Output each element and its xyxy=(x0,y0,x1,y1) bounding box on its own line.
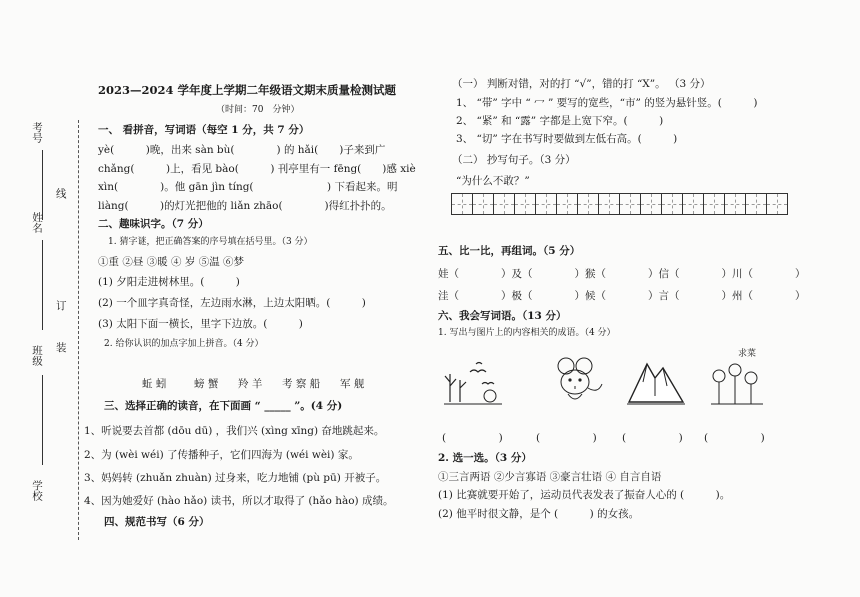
reading-line: 4、因为她爱好 (hào hǎo) 读书，所以才取得了 (hǎo hào) 成绩。 xyxy=(84,495,394,507)
pinyin-line: chǎng( )上，看见 bào( ) 刊亭里有一 fēng( )感 xiè xyxy=(98,163,416,175)
picture-label: 求菜 xyxy=(738,349,757,359)
picture-birds-sky xyxy=(442,352,504,410)
choose-question: 2. 选一选。（3 分） xyxy=(438,452,532,464)
picture-flowers xyxy=(705,352,767,410)
reading-line: 1、听说要去首都 (dōu dū) ，我们兴 (xìng xīng) 奋地跳起来。 xyxy=(84,425,385,437)
riddle-item: (3) 太阳下面一横长，里字下边放。( ) xyxy=(98,318,303,330)
answer-paren[interactable]: ( ) xyxy=(622,432,683,444)
compare-row: 洼（ ）极（ ）候（ ）言（ ）州（ ） xyxy=(438,290,806,302)
grid-cell[interactable] xyxy=(598,193,620,215)
riddle-options: ①重 ②昼 ③暖 ④ 岁 ⑤温 ⑥梦 xyxy=(98,256,245,268)
judge-item: 1、 “带” 字中 “ 冖 ” 要写的宽些，“市” 的竖为悬针竖。( ) xyxy=(456,97,758,109)
section-6-heading: 六、我会写词语。（13 分） xyxy=(438,310,567,322)
exam-title: 2023—2024 学年度上学期二年级语文期末质量检测试题 xyxy=(98,83,397,97)
dotted-word: 螃 蟹 xyxy=(194,378,219,390)
dotted-word: 考 察 船 xyxy=(282,378,321,390)
line-char: 装 xyxy=(56,342,67,354)
judge-item: 3、 “切” 字在书写时要做到左低右高。( ) xyxy=(456,133,678,145)
compare-row: 娃（ ）及（ ）猴（ ）信（ ）川（ ） xyxy=(438,268,806,280)
riddle-item: (2) 一个皿字真奇怪，左边雨水淋，上边太阳晒。( ) xyxy=(98,297,366,309)
number-label: 考号 xyxy=(31,122,43,143)
riddle-question: 1. 猜字谜，把正确答案的序号填在括号里。（3 分） xyxy=(108,237,313,247)
choice-options: ①三言两语 ②少言寡语 ③豪言壮语 ④ 自言自语 xyxy=(438,471,662,483)
grid-cell[interactable] xyxy=(556,193,578,215)
reading-line: 3、妈妈转 (zhuǎn zhuàn) 过身来，吃力地铺 (pù pū) 开被子。 xyxy=(84,472,387,484)
answer-paren[interactable]: ( ) xyxy=(536,432,597,444)
dotted-word: 军 舰 xyxy=(340,378,365,390)
reading-line: 2、为 (wèi wéi) 了传播种子，它们四海为 (wéi wèi) 家。 xyxy=(84,449,359,461)
judge-heading: （一） 判断对错，对的打 “√”，错的打 “X”。 （3 分） xyxy=(452,78,711,90)
writing-grid xyxy=(452,193,788,215)
grid-cell[interactable] xyxy=(682,193,704,215)
grid-cell[interactable] xyxy=(661,193,683,215)
choice-item: (2) 他平时很文静，是个 ( ) 的女孩。 xyxy=(438,508,640,520)
dotted-word: 羚 羊 xyxy=(238,378,263,390)
choice-item: (1) 比赛就要开始了，运动员代表发表了振奋人心的 ( )。 xyxy=(438,489,731,501)
grid-cell[interactable] xyxy=(703,193,725,215)
grid-cell[interactable] xyxy=(493,193,515,215)
line-char: 订 xyxy=(56,300,67,312)
pinyin-question: 2. 给你认识的加点字加上拼音。（4 分） xyxy=(104,339,264,349)
pinyin-line: xìn( )。他 gān jìn tíng( ) 下看起来。明 xyxy=(98,181,398,193)
grid-cell[interactable] xyxy=(619,193,641,215)
binding-line xyxy=(78,120,79,540)
number-blank xyxy=(42,150,43,220)
grid-cell[interactable] xyxy=(451,193,473,215)
grid-cell[interactable] xyxy=(472,193,494,215)
section-1-heading: 一、 看拼音，写词语（每空 1 分，共 7 分） xyxy=(98,124,310,136)
copy-heading: （二） 抄写句子。（3 分） xyxy=(452,154,576,166)
grid-cell[interactable] xyxy=(535,193,557,215)
grid-cell[interactable] xyxy=(745,193,767,215)
class-label: 班级 xyxy=(31,345,43,366)
picture-mountain xyxy=(625,352,687,410)
grid-cell[interactable] xyxy=(724,193,746,215)
pinyin-line: yè( )晚，出来 sàn bù( ) 的 hǎi( )子来到广 xyxy=(98,144,386,156)
name-blank xyxy=(42,240,43,330)
answer-paren[interactable]: ( ) xyxy=(442,432,503,444)
picture-mouse xyxy=(548,352,610,410)
pinyin-line: liàng( )的灯光把他的 liǎn zhāo( )得红扑扑的。 xyxy=(98,200,392,212)
school-label: 学校 xyxy=(31,480,43,501)
grid-cell[interactable] xyxy=(640,193,662,215)
section-3-heading: 三、选择正确的读音，在下面画 “ _____ ”。(4 分) xyxy=(104,400,343,412)
answer-paren[interactable]: ( ) xyxy=(704,432,765,444)
section-2-heading: 二、趣味识字。（7 分） xyxy=(98,218,209,230)
section-5-heading: 五、比一比，再组词。（5 分） xyxy=(438,245,581,257)
copy-sentence: “为什么不敢？” xyxy=(456,175,530,187)
section-4-heading: 四、规范书写（6 分） xyxy=(104,516,210,528)
idiom-question: 1. 写出与图片上的内容相关的成语。（4 分） xyxy=(438,328,616,338)
grid-cell[interactable] xyxy=(514,193,536,215)
name-label: 姓名 xyxy=(31,212,43,233)
line-char: 线 xyxy=(56,188,67,200)
class-blank xyxy=(42,375,43,465)
grid-cell[interactable] xyxy=(577,193,599,215)
judge-item: 2、 “紧” 和 “露” 字都是上宽下窄。( ) xyxy=(456,115,664,127)
grid-cell[interactable] xyxy=(766,193,788,215)
dotted-word: 蚯 蚓 xyxy=(142,378,167,390)
riddle-item: (1) 夕阳走进树林里。( ) xyxy=(98,276,240,288)
exam-time: （时间：70 分钟） xyxy=(216,105,300,115)
